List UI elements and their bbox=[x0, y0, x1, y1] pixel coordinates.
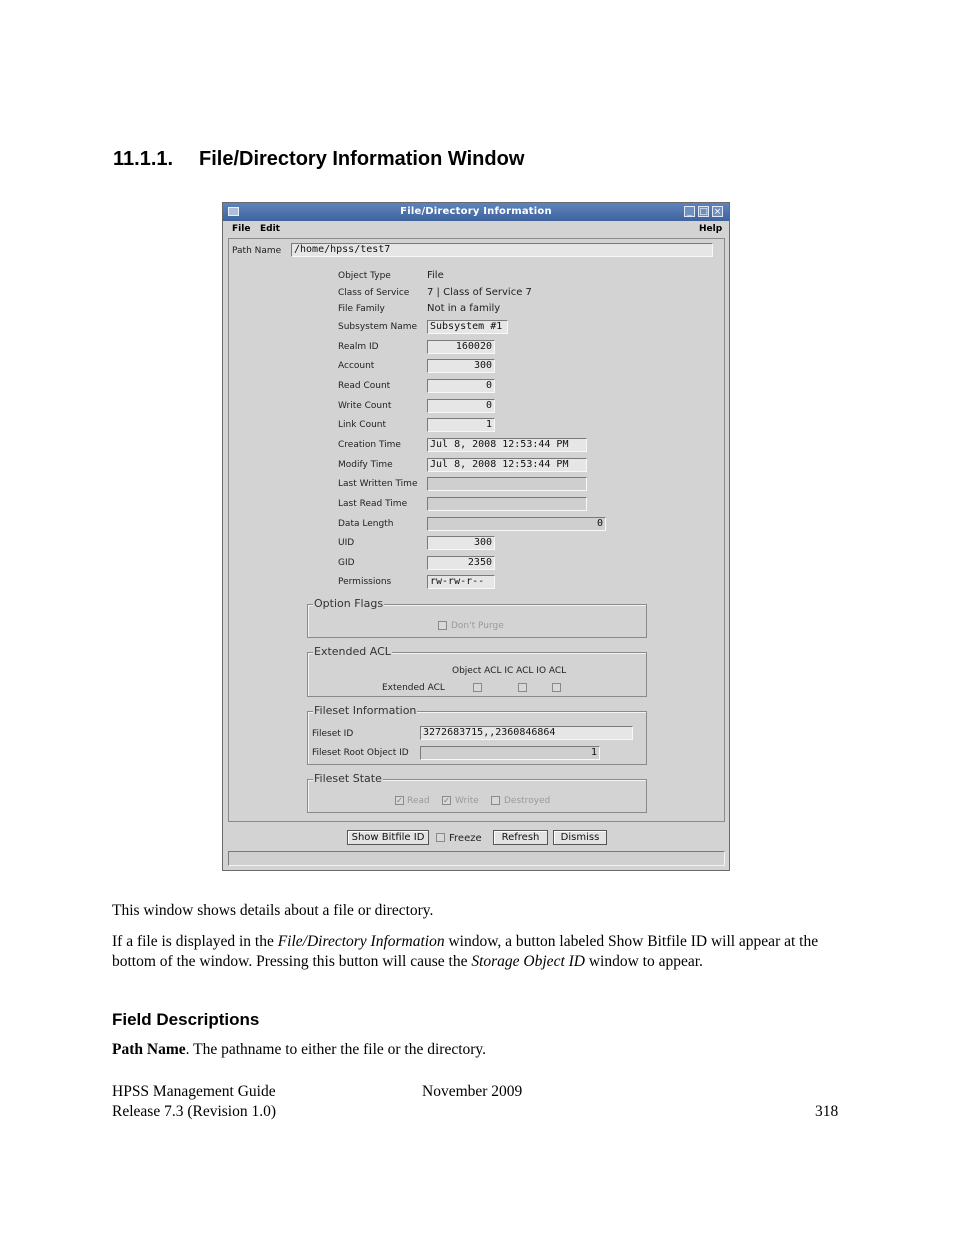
subsystem-field[interactable]: Subsystem #1 bbox=[427, 320, 508, 334]
write-state-checkbox[interactable]: ✓ bbox=[443, 796, 450, 805]
fileset-id-label: Fileset ID bbox=[312, 729, 354, 739]
gid-label: GID bbox=[338, 558, 355, 568]
data-length-label: Data Length bbox=[338, 519, 394, 529]
io-acl-checkbox[interactable] bbox=[552, 683, 561, 692]
extended-acl-row-label: Extended ACL bbox=[382, 683, 445, 693]
fileset-id-field[interactable]: 3272683715,,2360846864 bbox=[420, 726, 633, 740]
fileset-state-title: Fileset State bbox=[314, 772, 382, 785]
status-bar bbox=[228, 851, 725, 866]
write-state-label: Write bbox=[455, 796, 479, 806]
extended-acl-group bbox=[307, 645, 647, 697]
maximize-icon[interactable]: □ bbox=[699, 207, 708, 217]
refresh-button[interactable]: Refresh bbox=[493, 830, 548, 845]
paragraph-path-name bbox=[112, 1040, 832, 1060]
destroyed-state-label: Destroyed bbox=[504, 796, 551, 806]
path-name-term: Path Name bbox=[112, 1041, 186, 1058]
footer-page-number: 318 bbox=[815, 1103, 839, 1120]
read-count-label: Read Count bbox=[338, 381, 391, 391]
data-length-field[interactable]: 0 bbox=[427, 517, 606, 531]
freeze-checkbox[interactable] bbox=[436, 833, 445, 842]
path-name-field[interactable]: /home/hpss/test7 bbox=[291, 243, 713, 257]
account-label: Account bbox=[338, 361, 375, 371]
path-name-description: . The pathname to either the file or the directory. bbox=[185, 1041, 487, 1058]
cos-value: 7 | Class of Service 7 bbox=[427, 287, 532, 298]
gid-field[interactable]: 2350 bbox=[427, 556, 495, 570]
window-title: File/Directory Information bbox=[400, 206, 552, 217]
last-read-field[interactable] bbox=[427, 497, 587, 511]
path-name-label: Path Name bbox=[232, 246, 282, 256]
fileset-root-label: Fileset Root Object ID bbox=[312, 748, 409, 758]
option-flags-group bbox=[307, 597, 647, 638]
subsystem-label: Subsystem Name bbox=[338, 322, 418, 332]
modify-time-field[interactable]: Jul 8, 2008 12:53:44 PM bbox=[427, 458, 587, 472]
section-title: File/Directory Information Window bbox=[199, 148, 525, 170]
uid-label: UID bbox=[338, 538, 355, 548]
paragraph-bitfile-emphasis-1: File/Directory Information bbox=[277, 933, 445, 950]
creation-time-label: Creation Time bbox=[338, 440, 401, 450]
menu-help[interactable]: Help bbox=[699, 224, 723, 234]
object-type-label: Object Type bbox=[338, 271, 391, 281]
section-heading bbox=[113, 148, 524, 171]
realm-id-label: Realm ID bbox=[338, 342, 379, 352]
footer-guide: HPSS Management Guide bbox=[112, 1083, 276, 1100]
creation-time-field[interactable]: Jul 8, 2008 12:53:44 PM bbox=[427, 438, 587, 452]
fileset-information-title: Fileset Information bbox=[314, 704, 417, 717]
link-count-label: Link Count bbox=[338, 420, 387, 430]
permissions-field[interactable]: rw-rw-r-- bbox=[427, 575, 495, 589]
paragraph-bitfile-text-2: window, a button labeled Show Bitfile ID will appear at the bottom of the window. Pressing this button will cause the bbox=[112, 933, 819, 970]
acl-column-headers: Object ACL IC ACL IO ACL bbox=[452, 666, 567, 676]
menu-edit[interactable]: Edit bbox=[260, 224, 280, 234]
permissions-label: Permissions bbox=[338, 577, 392, 587]
dismiss-button[interactable]: Dismiss bbox=[553, 830, 607, 845]
section-number: 11.1.1. bbox=[113, 148, 174, 170]
dont-purge-label: Don't Purge bbox=[451, 621, 504, 631]
fileset-information-group bbox=[307, 704, 647, 765]
fileset-root-field[interactable]: 1 bbox=[420, 746, 600, 760]
file-family-value: Not in a family bbox=[427, 303, 501, 314]
show-bitfile-id-button[interactable]: Show Bitfile ID bbox=[347, 830, 429, 845]
last-written-label: Last Written Time bbox=[338, 479, 418, 489]
last-read-label: Last Read Time bbox=[338, 499, 408, 509]
realm-id-field[interactable]: 160020 bbox=[427, 340, 495, 354]
menu-bar bbox=[223, 221, 729, 237]
close-icon[interactable]: × bbox=[713, 207, 722, 217]
object-type-value: File bbox=[427, 270, 444, 281]
title-bar bbox=[223, 203, 729, 221]
menu-file[interactable]: File bbox=[232, 224, 251, 234]
ic-acl-checkbox[interactable] bbox=[518, 683, 527, 692]
link-count-field[interactable]: 1 bbox=[427, 418, 495, 432]
last-written-field[interactable] bbox=[427, 477, 587, 491]
freeze-label: Freeze bbox=[449, 833, 482, 844]
uid-field[interactable]: 300 bbox=[427, 536, 495, 550]
paragraph-bitfile bbox=[112, 932, 832, 972]
footer-date: November 2009 bbox=[422, 1083, 523, 1100]
paragraph-bitfile-text-1: If a file is displayed in the bbox=[112, 933, 278, 950]
read-state-label: Read bbox=[407, 796, 430, 806]
read-count-field[interactable]: 0 bbox=[427, 379, 495, 393]
paragraph-bitfile-text-3: window to appear. bbox=[584, 953, 703, 970]
extended-acl-title: Extended ACL bbox=[314, 645, 391, 658]
write-count-label: Write Count bbox=[338, 401, 392, 411]
file-family-label: File Family bbox=[338, 304, 385, 314]
modify-time-label: Modify Time bbox=[338, 460, 393, 470]
paragraph-bitfile-emphasis-2: Storage Object ID bbox=[471, 953, 585, 970]
file-directory-information-window bbox=[222, 202, 730, 871]
read-state-checkbox[interactable]: ✓ bbox=[396, 796, 403, 805]
fileset-state-group bbox=[307, 772, 647, 813]
option-flags-title: Option Flags bbox=[314, 597, 384, 610]
cos-label: Class of Service bbox=[338, 288, 410, 298]
field-descriptions-heading: Field Descriptions bbox=[112, 1010, 260, 1029]
destroyed-state-checkbox[interactable] bbox=[491, 796, 500, 805]
footer-release: Release 7.3 (Revision 1.0) bbox=[112, 1103, 277, 1120]
minimize-icon[interactable]: _ bbox=[684, 206, 695, 217]
write-count-field[interactable]: 0 bbox=[427, 399, 495, 413]
paragraph-intro: This window shows details about a file or directory. bbox=[112, 902, 434, 919]
dont-purge-checkbox[interactable] bbox=[438, 621, 447, 630]
account-field[interactable]: 300 bbox=[427, 359, 495, 373]
object-acl-checkbox[interactable] bbox=[473, 683, 482, 692]
